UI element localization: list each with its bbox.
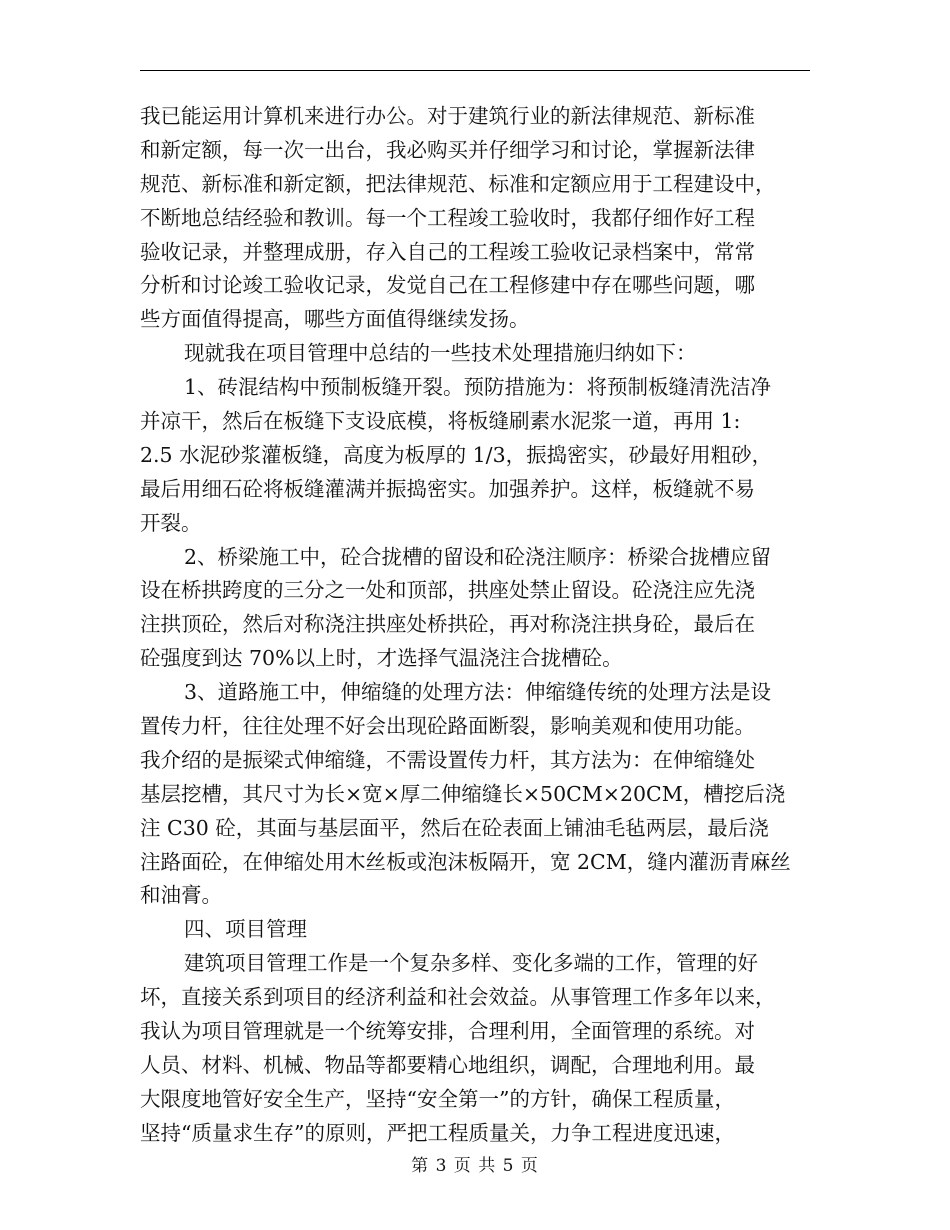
text-line: 注 C30 砼，其面与基层面平，然后在砼表面上铺油毛毡两层，最后浇 bbox=[140, 815, 769, 840]
text-line: 和新定额，每一次一出台，我必购买并仔细学习和讨论，掌握新法律 bbox=[140, 137, 755, 162]
text-line: 注路面砼，在伸缩处用木丝板或泡沫板隔开，宽 2CM，缝内灌沥青麻丝 bbox=[140, 849, 791, 874]
text-line: 我已能运用计算机来进行办公。对于建筑行业的新法律规范、新标准 bbox=[140, 104, 755, 128]
text-line: 注拱顶砼，然后对称浇注拱座处桥拱砼，再对称浇注拱身砼，最后在 bbox=[140, 612, 755, 637]
text-line: 置传力杆，往往处理不好会出现砼路面断裂，影响美观和使用功能。 bbox=[140, 714, 755, 739]
text-line: 2、桥梁施工中，砼合拢槽的留设和砼浇注顺序：桥梁合拢槽应留 bbox=[184, 544, 772, 569]
text-line: 些方面值得提高，哪些方面值得继续发扬。 bbox=[140, 307, 530, 332]
page-number: 第 3 页 共 5 页 bbox=[411, 1156, 539, 1176]
text-line: 开裂。 bbox=[140, 510, 202, 535]
text-line: 四、项目管理 bbox=[184, 917, 307, 942]
text-line: 规范、新标准和新定额，把法律规范、标准和定额应用于工程建设中， bbox=[140, 171, 776, 196]
text-line: 坚持“质量求生存”的原则，严把工程质量关，力争工程进度迅速， bbox=[140, 1120, 735, 1145]
text-line: 2.5 水泥砂浆灌板缝，高度为板厚的 1/3，振捣密实，砂最好用粗砂， bbox=[140, 442, 773, 467]
text-line: 和油膏。 bbox=[140, 883, 222, 908]
text-line: 建筑项目管理工作是一个复杂多样、变化多端的工作，管理的好 bbox=[184, 951, 758, 976]
document-body bbox=[140, 100, 815, 1151]
text-line: 设在桥拱跨度的三分之一处和顶部，拱座处禁止留设。砼浇注应先浇 bbox=[140, 578, 755, 603]
text-line: 我认为项目管理就是一个统筹安排，合理利用，全面管理的系统。对 bbox=[140, 1019, 755, 1044]
text-line: 砼强度到达 70%以上时，才选择气温浇注合拢槽砼。 bbox=[140, 646, 623, 671]
text-line: 大限度地管好安全生产，坚持“安全第一”的方针，确保工程质量， bbox=[140, 1086, 735, 1111]
text-line: 基层挖槽，其尺寸为长×宽×厚二伸缩缝长×50CM×20CM，槽挖后浇 bbox=[140, 781, 786, 806]
text-line: 坏，直接关系到项目的经济利益和社会效益。从事管理工作多年以来， bbox=[140, 985, 776, 1010]
text-line: 不断地总结经验和教训。每一个工程竣工验收时，我都仔细作好工程 bbox=[140, 205, 755, 230]
header-rule bbox=[140, 70, 810, 71]
text-line: 3、道路施工中，伸缩缝的处理方法：伸缩缝传统的处理方法是设 bbox=[184, 680, 772, 705]
text-line: 验收记录，并整理成册，存入自己的工程竣工验收记录档案中，常常 bbox=[140, 239, 755, 264]
text-line: 1、砖混结构中预制板缝开裂。预防措施为：将预制板缝清洗洁净 bbox=[184, 375, 772, 400]
text-line: 我介绍的是振梁式伸缩缝，不需设置传力杆，其方法为：在伸缩缝处 bbox=[140, 747, 755, 772]
text-line: 分析和讨论竣工验收记录，发觉自己在工程修建中存在哪些问题，哪 bbox=[140, 273, 755, 298]
text-line: 最后用细石砼将板缝灌满并振捣密实。加强养护。这样，板缝就不易 bbox=[140, 476, 755, 501]
text-line: 现就我在项目管理中总结的一些技术处理措施归纳如下： bbox=[184, 341, 697, 366]
text-line: 人员、材料、机械、物品等都要精心地组织，调配，合理地利用。最 bbox=[140, 1052, 755, 1077]
text-line: 并凉干，然后在板缝下支设底模，将板缝刷素水泥浆一道，再用 1: bbox=[140, 409, 741, 434]
